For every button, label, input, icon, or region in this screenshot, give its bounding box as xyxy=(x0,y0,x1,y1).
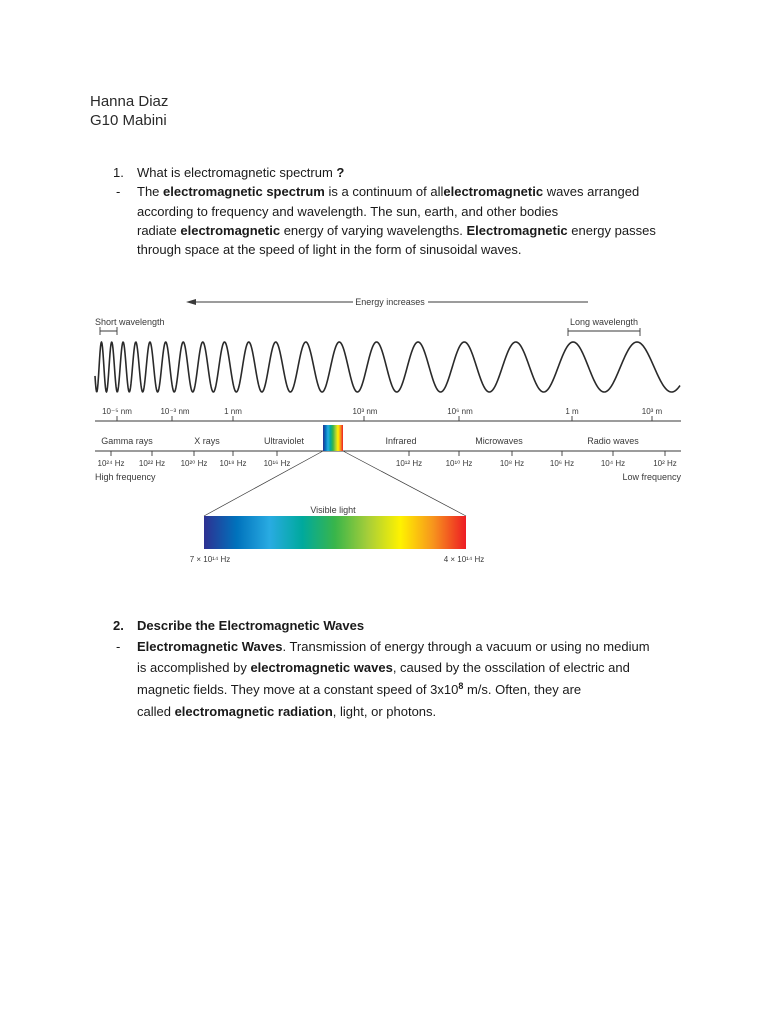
answer-1-line xyxy=(137,241,521,259)
band-label: Infrared xyxy=(385,436,417,446)
answer-1-term: electromagnetic xyxy=(443,184,544,199)
question-1-number: 1. xyxy=(113,165,124,180)
answer-1-bullet: - xyxy=(116,184,121,199)
long-wavelength-label: Long wavelength xyxy=(570,317,639,327)
answer-1-text: The xyxy=(137,184,164,199)
answer-1-text: waves arranged xyxy=(543,184,640,199)
question-1-mark: ? xyxy=(336,165,345,180)
band-label: Microwaves xyxy=(475,436,523,446)
frequency-label: 10² Hz xyxy=(653,459,677,468)
band-label: Ultraviolet xyxy=(263,436,305,446)
student-section: G10 Mabini xyxy=(90,112,167,129)
question-1-text xyxy=(137,164,344,182)
exponent: 8 xyxy=(458,681,464,691)
answer-2-line xyxy=(137,659,630,677)
answer-1-text: radiate xyxy=(137,223,181,238)
visible-light-bar xyxy=(204,516,466,549)
diagram-layer xyxy=(95,297,681,564)
answer-2-text: . Transmission of energy through a vacuum or using no medium xyxy=(282,639,650,654)
short-wavelength-bracket xyxy=(100,327,117,335)
wavelength-label: 10⁻³ nm xyxy=(160,407,190,416)
answer-2-text: m/s. Often, they are xyxy=(463,682,582,697)
frequency-label: 10¹² Hz xyxy=(395,459,423,468)
answer-1-text: through space at the speed of light in the form of sinusoidal waves. xyxy=(137,242,522,257)
short-wavelength-label: Short wavelength xyxy=(95,317,165,327)
frequency-label: 10⁶ Hz xyxy=(549,459,575,468)
wavelength-label: 10³ m xyxy=(641,407,663,416)
answer-2-line xyxy=(137,681,581,700)
answer-2-term: Electromagnetic Waves xyxy=(137,639,283,654)
long-wavelength-bracket xyxy=(568,328,640,336)
answer-1-text: is a continuum of all xyxy=(324,184,444,199)
frequency-label: 10²⁰ Hz xyxy=(180,459,208,468)
answer-1-term: Electromagnetic xyxy=(466,223,568,238)
visible-high-frequency-label: 7 × 10¹⁴ Hz xyxy=(189,555,231,564)
frequency-label: 10²² Hz xyxy=(138,459,166,468)
energy-label: Energy increases xyxy=(355,297,425,307)
visible-spectrum-band xyxy=(323,425,343,451)
band-label: Gamma rays xyxy=(101,436,153,446)
answer-2-term: electromagnetic waves xyxy=(250,660,393,675)
answer-2-text: magnetic fields. They move at a constant speed of 3x10 xyxy=(137,682,459,697)
wavelength-label: 1 m xyxy=(565,407,579,416)
question-2-number: 2. xyxy=(113,618,124,633)
answer-1-line xyxy=(137,183,639,201)
answer-1-term: electromagnetic spectrum xyxy=(163,184,325,199)
low-frequency-label: Low frequency xyxy=(622,472,681,482)
energy-arrow-head xyxy=(186,299,196,305)
answer-1-text: according to frequency and wavelength. The sun, earth, and other bodies xyxy=(137,204,559,219)
answer-1-line xyxy=(137,203,558,221)
visible-light-label: Visible light xyxy=(310,505,356,515)
answer-2-line xyxy=(137,638,650,656)
answer-2-text: is accomplished by xyxy=(137,660,251,675)
student-name: Hanna Diaz xyxy=(90,93,169,110)
frequency-label: 10⁴ Hz xyxy=(600,459,626,468)
answer-2-term: electromagnetic radiation xyxy=(174,704,333,719)
question-1-prompt: What is electromagnetic spectrum xyxy=(137,165,337,180)
answer-1-line xyxy=(137,222,656,240)
answer-1-text: energy passes xyxy=(567,223,656,238)
answer-2-text: , caused by the osscilation of electric and xyxy=(392,660,630,675)
band-label: X rays xyxy=(194,436,220,446)
wavelength-label: 10³ nm xyxy=(352,407,378,416)
visible-low-frequency-label: 4 × 10¹⁴ Hz xyxy=(443,555,485,564)
answer-2-text: called xyxy=(137,704,175,719)
answer-2-text: , light, or photons. xyxy=(332,704,437,719)
answer-1-text: energy of varying wavelengths. xyxy=(280,223,467,238)
question-2-title: Describe the Electromagnetic Waves xyxy=(137,618,365,633)
answer-1-term: electromagnetic xyxy=(180,223,281,238)
wave-curve xyxy=(95,342,680,392)
wavelength-label: 10⁶ nm xyxy=(447,407,473,416)
frequency-label: 10²⁴ Hz xyxy=(97,459,125,468)
answer-2-line xyxy=(137,703,436,721)
answer-2-bullet: - xyxy=(116,639,121,654)
frequency-label: 10¹⁶ Hz xyxy=(263,459,291,468)
high-frequency-label: High frequency xyxy=(95,472,156,482)
band-label: Radio waves xyxy=(587,436,639,446)
frequency-label: 10¹⁸ Hz xyxy=(219,459,247,468)
wavelength-label: 10⁻⁵ nm xyxy=(102,407,132,416)
electromagnetic-spectrum-diagram xyxy=(0,280,768,580)
wavelength-label: 1 nm xyxy=(224,407,242,416)
frequency-label: 10⁸ Hz xyxy=(499,459,525,468)
frequency-label: 10¹⁰ Hz xyxy=(445,459,473,468)
